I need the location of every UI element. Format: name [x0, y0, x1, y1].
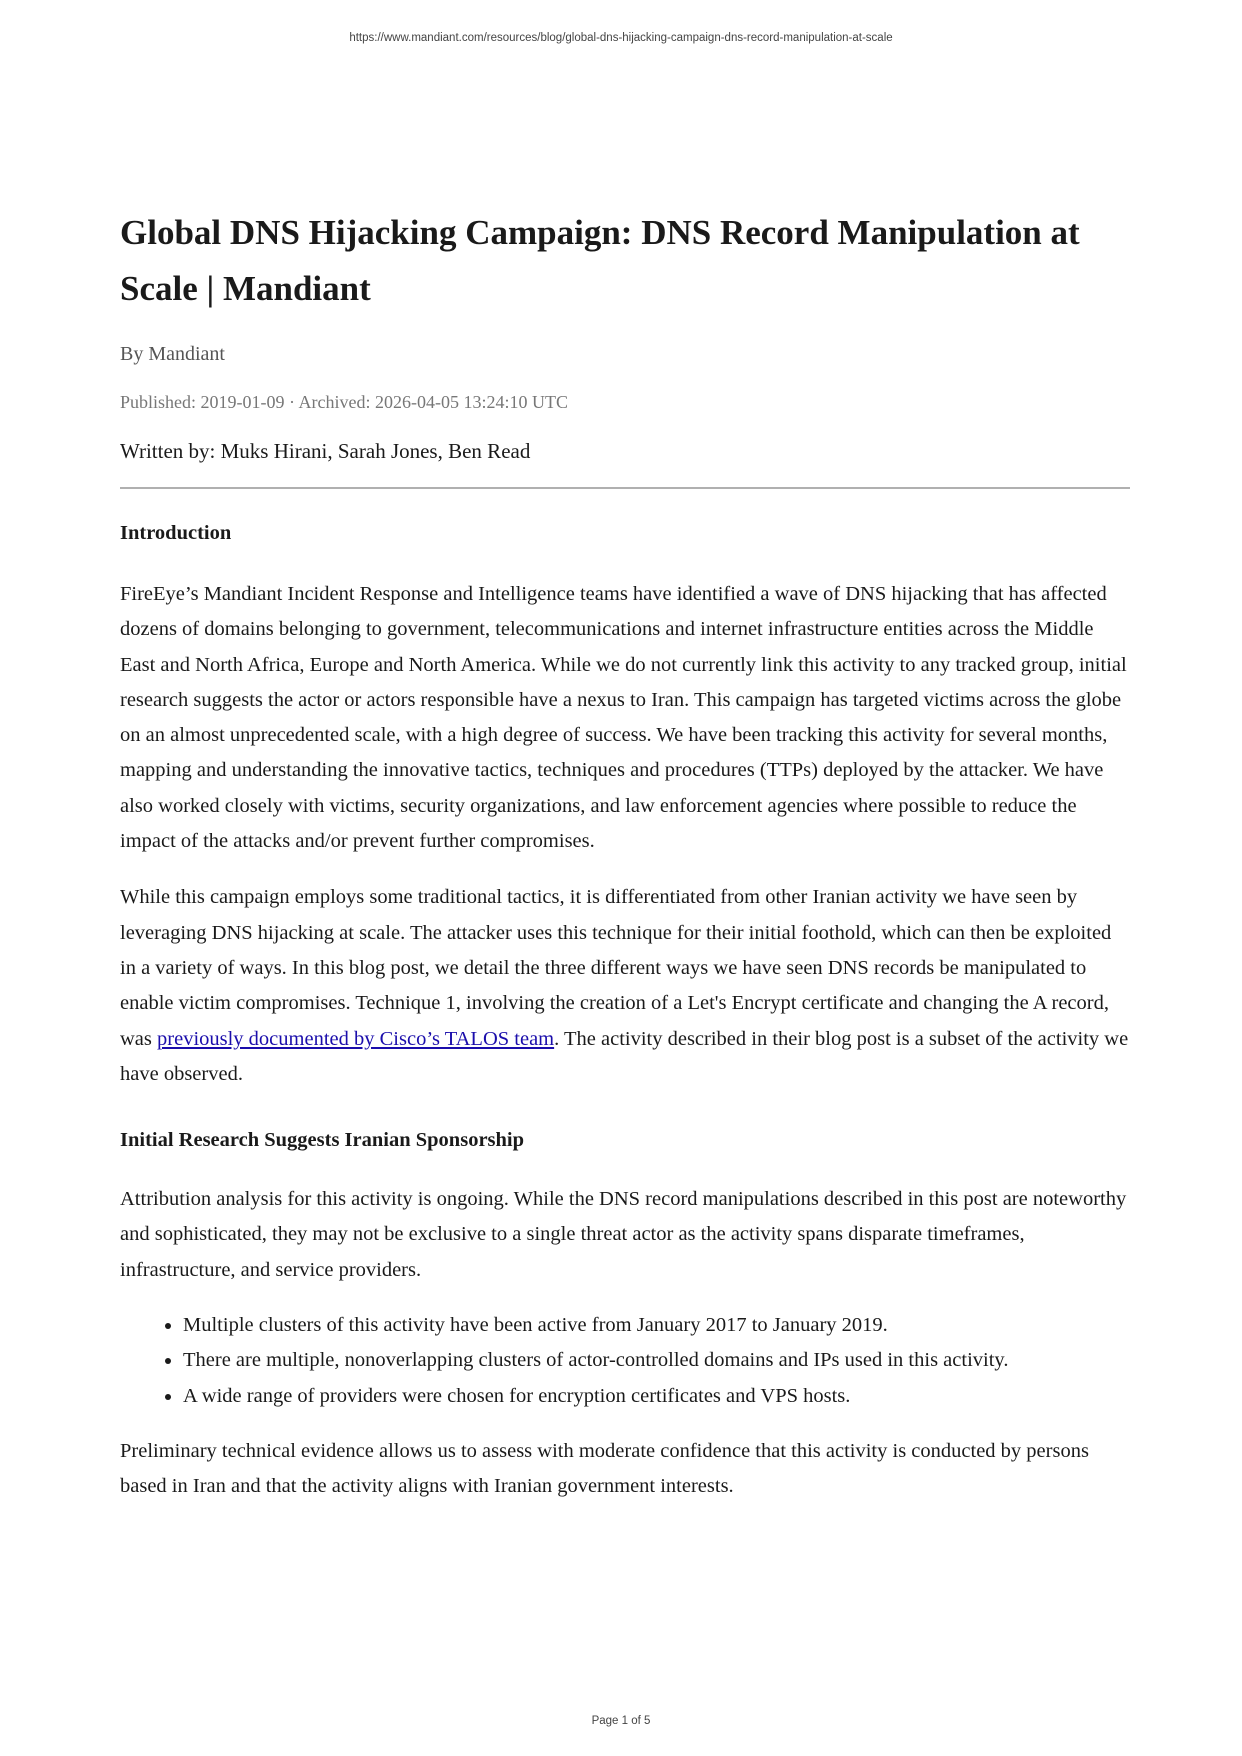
list-item: • There are multiple, nonoverlapping clusters of actor-controlled domains and IPs used in this activity. — [183, 1343, 1130, 1378]
article-content — [120, 205, 1130, 1505]
intro-paragraph-1: FireEye’s Mandiant Incident Response and Intelligence teams have identified a wave of DNS hijacking that has affected dozens of domains belonging to government, telecommunications and internet infrastructure entities across the Middle East and North Africa, Europe and North America. While we do not currently link this activity to any tracked group, initial research suggests the actor or actors responsible have a nexus to Iran. This campaign has targeted victims across the globe on an almost unprecedented scale, with a high degree of success. We have been tracking this activity for several months, mapping and understanding the innovative tactics, techniques and procedures (TTPs) deployed by the attacker. We have also worked closely with victims, security organizations, and law enforcement agencies where possible to reduce the impact of the attacks and/or prevent further compromises. — [120, 583, 1127, 853]
intro-paragraph-2 — [120, 880, 1130, 1092]
talos-link[interactable]: previously documented by Cisco’s TALOS team — [157, 1027, 555, 1050]
article-authors: Written by: Muks Hirani, Sarah Jones, Ben Read — [120, 439, 531, 463]
attribution-bullet-list — [120, 1308, 1130, 1414]
list-item: • A wide range of providers were chosen for encryption certificates and VPS hosts. — [183, 1379, 1130, 1414]
intro-paragraph-2-text-before: While this campaign employs some traditional tactics, it is differentiated from other Iranian activity we have seen by leveraging DNS hijacking at scale. The attacker uses this technique for their initial foothold, which can then be exploited in a variety of ways. In this blog post, we detail the three different ways we have seen DNS records be manipulated to enable victim compromises. Technique 1, involving the creation of a Let's Encrypt certificate and changing the A record, was — [120, 886, 1112, 1050]
article-dates: Published: 2019-01-09 · Archived: 2026-04-05 13:24:10 UTC — [120, 392, 568, 412]
article-byline: By Mandiant — [120, 343, 225, 365]
attribution-paragraph-1: Attribution analysis for this activity is ongoing. While the DNS record manipulations described in this post are noteworthy and sophisticated, they may not be exclusive to a single threat actor as the activity spans disparate timeframes, infrastructure, and service providers. — [120, 1188, 1127, 1281]
section-heading-attribution: Initial Research Suggests Iranian Sponsorship — [120, 1129, 525, 1152]
attribution-paragraph-2: Preliminary technical evidence allows us to assess with moderate confidence that this activity is conducted by persons based in Iran and that the activity aligns with Iranian government interests. — [120, 1439, 1089, 1498]
source-url: https://www.mandiant.com/resources/blog/global-dns-hijacking-campaign-dns-record-manipulation-at-scale — [349, 32, 893, 44]
article-title: Global DNS Hijacking Campaign: DNS Record Manipulation at Scale | Mandiant — [120, 213, 1080, 308]
intro-paragraph-2-text-after: . The activity described in their blog post is a subset of the activity we have observed. — [120, 1027, 1129, 1085]
section-heading-introduction: Introduction — [120, 522, 232, 544]
page-number: Page 1 of 5 — [591, 1715, 651, 1727]
list-item: • Multiple clusters of this activity have been active from January 2017 to January 2019. — [183, 1308, 1130, 1343]
divider — [120, 487, 1130, 489]
